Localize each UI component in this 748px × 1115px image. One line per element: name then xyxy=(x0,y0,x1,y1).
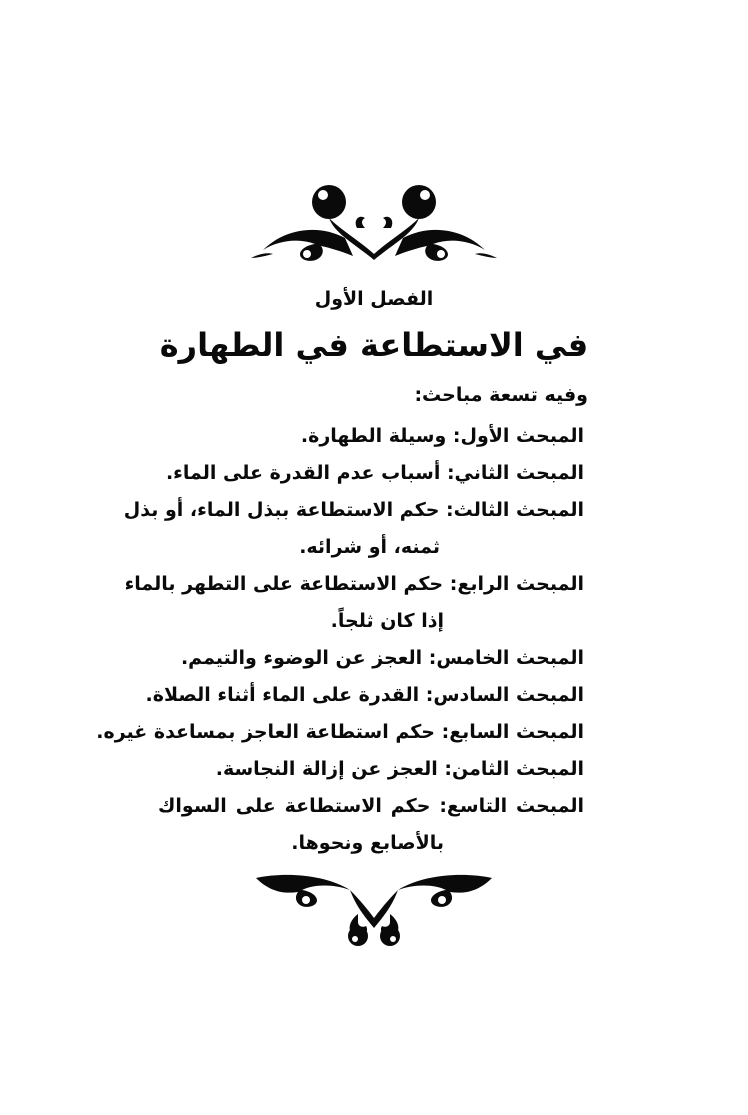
section-9-continuation: بالأصابع ونحوها. xyxy=(291,832,444,854)
section-8: المبحث الثامن: العجز عن إزالة النجاسة. xyxy=(215,758,584,780)
section-4-continuation: إذا كان ثلجاً. xyxy=(330,610,444,632)
section-1: المبحث الأول: وسيلة الطهارة. xyxy=(300,425,584,447)
section-4: المبحث الرابع: حكم الاستطاعة على التطهر بالماء xyxy=(124,573,584,595)
intro-text: وفيه تسعة مباحث: xyxy=(414,384,588,406)
chapter-title: في الاستطاعة في الطهارة xyxy=(159,326,589,364)
bottom-ornament xyxy=(0,870,748,950)
section-9: المبحث التاسع: حكم الاستطاعة على السواك xyxy=(158,795,584,817)
section-7: المبحث السابع: حكم استطاعة العاجز بمساعدة غيره. xyxy=(96,721,584,743)
section-6: المبحث السادس: القدرة على الماء أثناء الصلاة. xyxy=(145,684,584,706)
section-5: المبحث الخامس: العجز عن الوضوء والتيمم. xyxy=(180,647,584,669)
section-2: المبحث الثاني: أسباب عدم القدرة على الماء. xyxy=(165,462,584,484)
arabesque-top-icon xyxy=(249,180,499,264)
section-3-continuation: ثمنه، أو شرائه. xyxy=(299,536,440,558)
arabesque-bottom-icon xyxy=(254,870,494,950)
top-ornament xyxy=(0,180,748,264)
sections-list xyxy=(96,418,584,862)
chapter-label: الفصل الأول xyxy=(314,288,434,310)
section-3: المبحث الثالث: حكم الاستطاعة ببذل الماء، أو بذل xyxy=(123,499,584,521)
